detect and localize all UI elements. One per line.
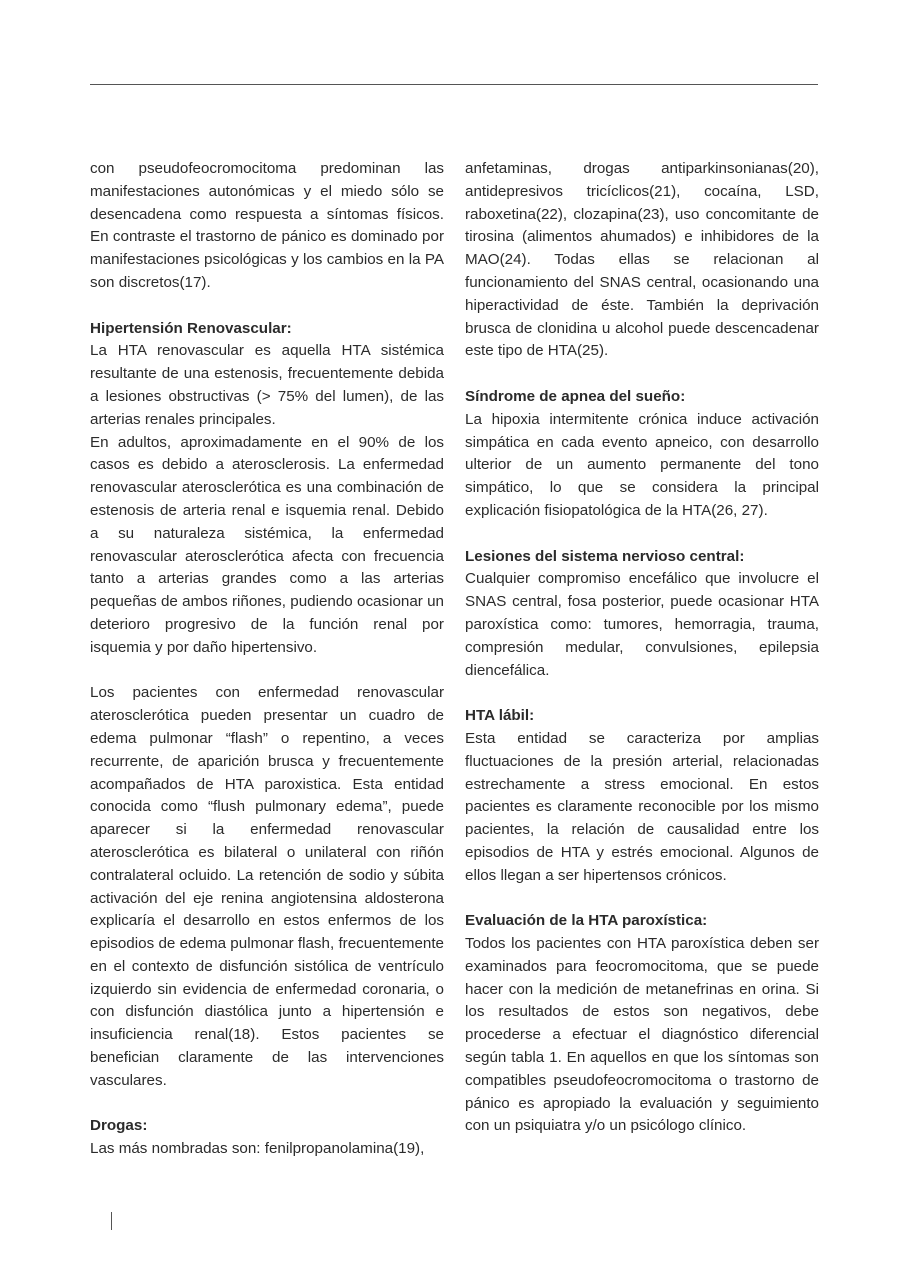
section-heading-evaluacion: Evaluación de la HTA paroxística: [465, 912, 708, 930]
drogas-paragraph-1: Las más nombradas son: fenilpropanolamina(19), [90, 1140, 425, 1158]
left-column [90, 158, 444, 1161]
intro-paragraph: con pseudofeocromocitoma predominan las manifestaciones autonómicas y el miedo sólo se desencadena como respuesta a síntomas físicos. En contraste el trastorno de pánico es dominado por manifestaciones psicológicas y los cambios en la PA son discretos(17). [90, 160, 444, 291]
section-heading-snc: Lesiones del sistema nervioso central: [465, 547, 745, 565]
header-rule [90, 84, 818, 85]
evaluacion-paragraph: Todos los pacientes con HTA paroxística deben ser examinados para feocromocitoma, que se puede hacer con la medición de metanefrinas en orina. Si los resultados de estos son negativos, debe procederse a efectuar el diagnóstico diferencial según tabla 1. En aquellos en que los síntomas son compatibles pseudofeocromocitoma o trastorno de pánico es apropiado la evaluación y seguimiento con un psiquiatra y/o un psicólogo clínico. [465, 935, 819, 1135]
footer-margin-mark [111, 1212, 112, 1230]
renovascular-paragraph-1: La HTA renovascular es aquella HTA sistémica resultante de una estenosis, frecuentemente debida a lesiones obstructivas (> 75% del lumen), de las arterias renales principales. [90, 342, 444, 428]
snc-paragraph: Cualquier compromiso encefálico que involucre el SNAS central, fosa posterior, puede ocasionar HTA paroxística como: tumores, hemorragia, trauma, compresión medular, convulsiones, epilepsia diencefálica. [465, 570, 819, 679]
renovascular-paragraph-3: Los pacientes con enfermedad renovascular aterosclerótica pueden presentar un cuadro de edema pulmonar “flash” o repentino, a veces recurrente, de aparición brusca y frecuentemente acompañados de HTA paroxistica. Esta entidad conocida como “flush pulmonary edema”, puede aparecer si la enfermedad renovascular aterosclerótica es bilateral o unilateral con riñón contralateral ocluido. La retención de sodio y súbita activación del eje renina angiotensina aldosterona explicaría el desarrollo en estos enfermos de los episodios de edema pulmonar flash, frecuentemente en el contexto de disfunción sistólica de ventrículo izquierdo sin evidencia de enfermedad coronaria, o con disfunción diastólica junto a hipertensión e insuficiencia renal(18). Estos pacientes se benefician claramente de las intervenciones vasculares. [90, 684, 444, 1089]
section-heading-drogas: Drogas: [90, 1117, 148, 1135]
renovascular-paragraph-2: En adultos, aproximadamente en el 90% de los casos es debido a aterosclerosis. La enfermedad renovascular aterosclerótica es una combinación de estenosis de arteria renal e isquemia renal. Debido a su naturaleza sistémica, la enfermedad renovascular aterosclerótica afecta con frecuencia tanto a arterias grandes como a las arterias pequeñas de ambos riñones, pudiendo ocasionar un deterioro progresivo de la función renal por isquemia y por daño hipertensivo. [90, 433, 444, 656]
section-heading-renovascular: Hipertensión Renovascular: [90, 319, 292, 337]
section-heading-labil: HTA lábil: [465, 707, 535, 725]
apnea-paragraph: La hipoxia intermitente crónica induce activación simpática en cada evento apneico, con desarrollo ulterior de un aumento permanente del tono simpático, lo que se considera la principal explicación fisiopatológica de la HTA(26, 27). [465, 410, 819, 519]
right-column [465, 158, 819, 1138]
drogas-paragraph-continued: anfetaminas, drogas antiparkinsonianas(20), antidepresivos tricíclicos(21), cocaína, LSD, raboxetina(22), clozapina(23), uso concomitante de tirosina (alimentos ahumados) e inhibidores de la MAO(24). Todas ellas se relacionan al funcionamiento del SNAS central, ocasionando una hiperactividad de éste. También la deprivación brusca de clonidina u alcohol puede descencadenar este tipo de HTA(25). [465, 160, 819, 360]
section-heading-apnea: Síndrome de apnea del sueño: [465, 387, 686, 405]
labil-paragraph: Esta entidad se caracteriza por amplias fluctuaciones de la presión arterial, relacionadas estrechamente a stress emocional. En estos pacientes es claramente reconocible por los mismo pacientes, la relación de causalidad entre los episodios de HTA y estrés emocional. Algunos de ellos llegan a ser hipertensos crónicos. [465, 729, 819, 884]
